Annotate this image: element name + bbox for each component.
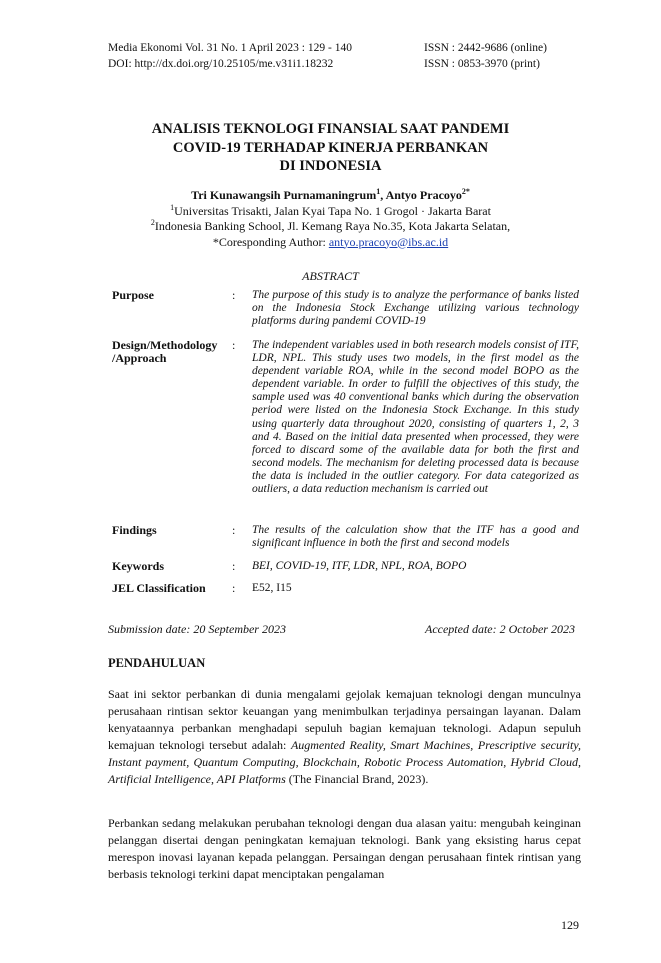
findings-text: The results of the calculation show that the ITF has a good and significant influence in both the first and second models xyxy=(252,524,579,550)
affiliation-2-sup: 2 xyxy=(150,218,155,227)
corresponding-email-link[interactable]: antyo.pracoyo@ibs.ac.id xyxy=(328,234,449,249)
findings-label: Findings xyxy=(112,523,157,537)
section-heading-pendahuluan: PENDAHULUAN xyxy=(108,656,206,670)
keywords-text: BEI, COVID-19, ITF, LDR, NPL, ROA, BOPO xyxy=(252,560,467,572)
author-1-sup: 1 xyxy=(376,187,381,196)
affiliation-1-sup: 1 xyxy=(170,202,175,212)
intro-paragraph-1 xyxy=(108,686,581,788)
author-2: Antyo Pracoyo xyxy=(385,188,462,202)
keywords-label: Keywords xyxy=(112,559,164,573)
author-separator: , xyxy=(380,188,386,202)
jel-label: JEL Classification xyxy=(112,581,206,595)
corresponding-author xyxy=(90,235,571,251)
abstract-heading: ABSTRACT xyxy=(302,269,359,283)
journal-citation: Media Ekonomi Vol. 31 No. 1 April 2023 : 129 - 140 xyxy=(108,42,352,54)
intro-p1-text-a: Saat ini sektor perbankan di dunia mengalami gejolak kemajuan teknologi dengan munculnya perusahaan rintisan sektor keuangan yang menimbulkan terjadinya persaingan layanan. Dalam kenyataannya perbankan menghadapi sepuluh bagian kemajuan teknologi. Adapun sepuluh kemajuan teknologi tersebut adalah: xyxy=(108,687,581,752)
keywords-colon: : xyxy=(232,559,236,573)
jel-text: E52, I15 xyxy=(252,582,292,594)
design-label-line-2: /Approach xyxy=(112,351,167,365)
journal-header-left xyxy=(108,40,352,72)
affiliation-2-text: Indonesia Banking School, Jl. Kemang Raya No.35, Kota Jakarta Selatan, xyxy=(154,219,511,233)
journal-header-right xyxy=(424,40,547,72)
affiliation-2 xyxy=(90,219,571,235)
design-label-line-1: Design/Methodology xyxy=(112,338,218,352)
title-line-3: DI INDONESIA xyxy=(279,158,382,174)
doi-line[interactable]: DOI: http://dx.doi.org/10.25105/me.v31i1.18232 xyxy=(108,58,334,70)
affiliation-1 xyxy=(90,204,571,220)
purpose-label: Purpose xyxy=(112,288,154,302)
author-block xyxy=(90,188,571,250)
intro-p1-technology-list: Augmented Reality, Smart Machines, Prescriptive security, Instant payment, Quantum Computing, Blockchain, Robotic Process Automation, Hybrid Cloud, Artificial Intelligence, API Platforms xyxy=(108,738,581,786)
corresponding-label: *Coresponding Author: xyxy=(212,234,329,249)
design-colon: : xyxy=(232,338,236,352)
submission-date: Submission date: 20 September 2023 xyxy=(108,622,286,636)
author-names xyxy=(90,188,571,204)
findings-colon: : xyxy=(232,523,236,537)
intro-p1-text-b: (The Financial Brand, 2023). xyxy=(285,772,429,786)
paper-title xyxy=(90,120,571,176)
accepted-date: Accepted date: 2 October 2023 xyxy=(425,622,575,636)
author-2-sup: 2* xyxy=(461,187,470,196)
issn-online: ISSN : 2442-9686 (online) xyxy=(424,42,547,54)
title-line-2: COVID-19 TERHADAP KINERJA PERBANKAN xyxy=(172,139,489,156)
purpose-text: The purpose of this study is to analyze the performance of banks listed on the Indonesia Stock Exchange utilizing various technology platforms during pandemi COVID-19 xyxy=(252,289,579,328)
jel-colon: : xyxy=(232,581,236,595)
affiliation-1-text: Universitas Trisakti, Jalan Kyai Tapa No. 1 Grogol · Jakarta Barat xyxy=(174,203,491,218)
title-line-1: ANALISIS TEKNOLOGI FINANSIAL SAAT PANDEMI xyxy=(151,121,510,137)
design-label xyxy=(112,339,227,365)
design-text: The independent variables used in both research models consist of ITF, LDR, NPL. This study uses two models, in the first model as the dependent variable ROA, while in the second model BOPO as the dependent variable. In order to fulfill the objectives of this study, the sample used was 40 conventional banks which during the observation period were listed on the Indonesia Stock Exchange. In this study using quarterly data throughout 2020, consisting of quarters 1, 2, 3 and 4. Based on the initial data presented when processed, they were forced to discard some of the available data for both the first and second models. The mechanism for deleting processed data is because the data is included in the outlier category. For data categorized as outliers, a data reduction mechanism is carried out xyxy=(252,339,579,496)
page-number: 129 xyxy=(561,918,579,932)
intro-paragraph-2: Perbankan sedang melakukan perubahan teknologi dengan dua alasan yaitu: mengubah keinginan pelanggan disertai dengan peningkatan kemajuan teknologi. Bank yang eksisting harus cepat merespon inovasi layanan kepada pelanggan. Persaingan dengan perusahaan fintek rintisan yang berbasis teknologi terkini dapat menciptakan pengalaman xyxy=(108,816,581,881)
issn-print: ISSN : 0853-3970 (print) xyxy=(424,58,540,70)
purpose-colon: : xyxy=(232,288,236,302)
author-1: Tri Kunawangsih Purnamaningrum xyxy=(191,188,377,202)
